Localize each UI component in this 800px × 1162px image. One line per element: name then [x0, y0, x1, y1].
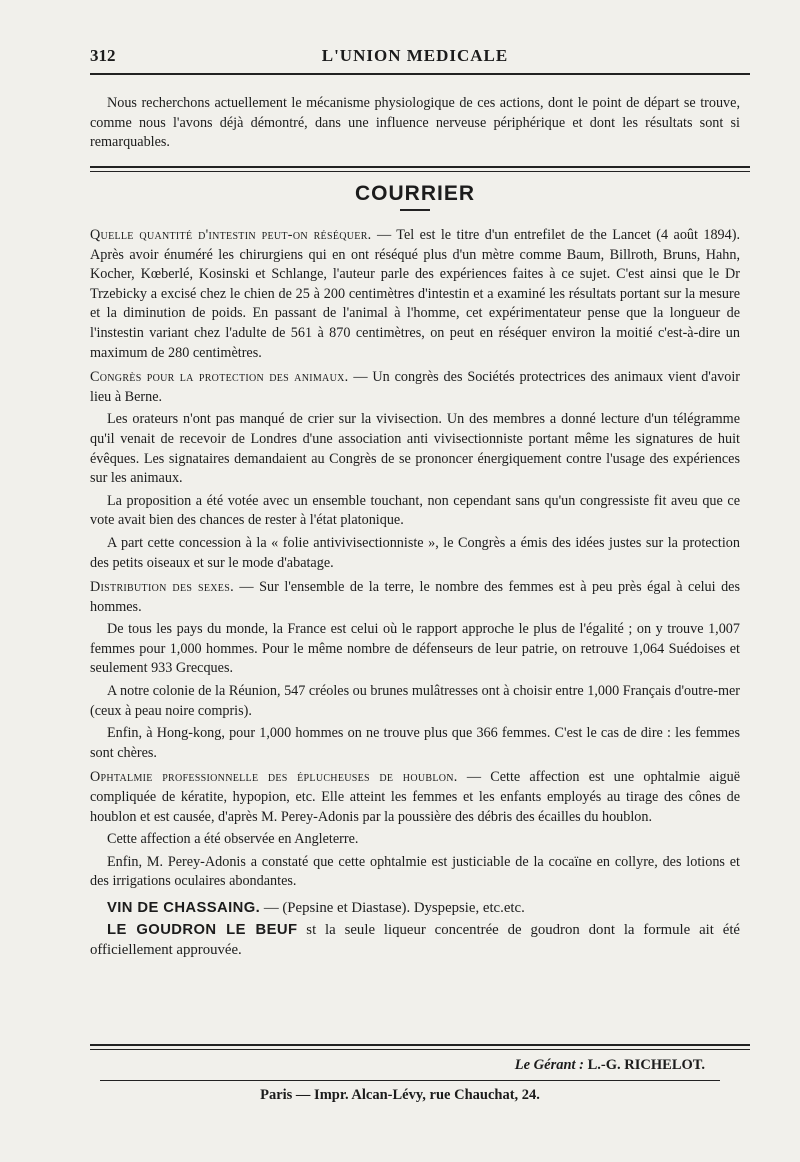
ad-text: — (Pepsine et Diastase). Dyspepsie, etc.etc. [260, 900, 525, 916]
article-heading: Distribution des sexes. [90, 579, 234, 596]
imprint: Paris — Impr. Alcan-Lévy, rue Chauchat, 24. [260, 1087, 540, 1103]
intro-paragraph: Nous recherchons actuellement le mécanisme physiologique de ces actions, dont le point de départ se trouve, comme nous l'avons déjà démontré, dans une influence nerveuse périphérique et dont les résultats sont si remarquables. [90, 95, 740, 151]
article-paragraph: De tous les pays du monde, la France est celui où le rapport approche le plus de l'égalité ; on y trouve 1,007 femmes pour 1,000 hommes. Pour le même nombre de défenseurs de leur patrie, on retrouve 1,064 Suédoises et seulement 933 Grecques. [90, 621, 740, 677]
ad-brand: LE GOUDRON LE BEUF [107, 922, 298, 938]
article-heading: Ophtalmie professionnelle des éplucheuses de houblon. [90, 769, 458, 786]
article-text: — Sur l'ensemble de la terre, le nombre des femmes est à peu près égal à celui des hommes. [90, 579, 741, 615]
header-rule [90, 73, 750, 75]
section-rule-bottom [90, 171, 750, 172]
article-heading: Quelle quantité d'intestin peut-on réséquer. [90, 227, 372, 243]
article-paragraph: A notre colonie de la Réunion, 547 créoles ou brunes mulâtresses ont à choisir entre 1,000 Français d'outre-mer (ceux à peau noire compris). [90, 683, 740, 719]
page-number: 312 [90, 46, 116, 65]
section-header [90, 182, 740, 211]
ad-brand: VIN DE CHASSAING. [107, 900, 261, 916]
section-title: COURRIER [354, 182, 475, 205]
imprint-rule [100, 1080, 720, 1081]
section-rule-top [90, 166, 750, 168]
article-paragraph: Enfin, à Hong-kong, pour 1,000 hommes on ne trouve plus que 366 femmes. C'est le cas de dire : les femmes sont chères. [90, 725, 740, 761]
article-congres [90, 368, 740, 407]
page-header [90, 44, 740, 70]
manager-label: Le Gérant : [514, 1057, 585, 1073]
article-ophtalmie [90, 768, 740, 827]
footer-rule-top [90, 1044, 750, 1046]
manager-name: L.-G. RICHELOT. [584, 1057, 705, 1073]
article-heading: Congrès pour la protection des animaux. [90, 369, 349, 386]
advertisement-goudron [90, 920, 740, 960]
footer-rule-bottom [90, 1049, 750, 1050]
article-text: — Cette affection est une ophtalmie aiguë compliquée de kératite, hypopion, etc. Elle atteint les femmes et les enfants employés au tirage des cônes de houblon et est causée, d'après M. Perey-Adonis par la poussière des débris des écailles du houblon. [90, 769, 741, 825]
article-paragraph: A part cette concession à la « folie antivivisectionniste », le Congrès a émis des idées justes sur la protection des petits oiseaux et sur le mode d'abatage. [90, 534, 740, 571]
article-paragraph: Cette affection a été observée en Angleterre. [107, 831, 359, 848]
article-paragraph: Enfin, M. Perey-Adonis a constaté que cette ophtalmie est justiciable de la cocaïne en collyre, des lotions et des irrigations oculaires abondantes. [90, 853, 740, 890]
article-text: — Un congrès des Sociétés protectrices des animaux vient d'avoir lieu à Berne. [90, 369, 740, 405]
signature [515, 1057, 705, 1074]
ad-text: st la seule liqueur concentrée de goudron dont la formule ait été officiellement approuvée. [90, 922, 740, 958]
title-dash [400, 209, 430, 211]
article-paragraph: La proposition a été votée avec un ensemble touchant, non cependant sans qu'un congressiste fit aveu que ce vote avait bien des chances de rester à l'état platonique. [90, 492, 740, 529]
article-paragraph: Les orateurs n'ont pas manqué de crier sur la vivisection. Un des membres a donné lecture d'un télégramme qu'il venait de recevoir de Londres d'une association anti vivisectionniste portant même les signatures de huit évêques. Les signataires demandaient au Congrès de se prononcer énergiquement contre l'usage des expériences sur les animaux. [90, 411, 740, 487]
article-text: — Tel est le titre d'un entrefilet de the Lancet (4 août 1894). Après avoir énuméré les chirurgiens qui en ont réséqué plus d'un mètre comme Baum, Billroth, Bruns, Hahn, Kocher, Kœberlé, Kosinski et Schlange, l'auteur parle des expériences faites à ce sujet. C'est ainsi que le Dr Trzebicky a excisé chez le chien de 25 à 200 centimètres d'intestin et a examiné les résultats portant sur la mesure et la diminution de poids. En passant de l'animal à l'homme, cet expérimentateur pense que la longueur de l'instestin variant chez l'adulte de 561 à 870 centimètres, on peut en réséquer environ la moitié c'est-à-dire un maximum de 280 centimètres. [90, 227, 741, 361]
running-title: L'UNION MEDICALE [321, 46, 509, 65]
article-intestin [90, 226, 740, 363]
intro-block [90, 94, 740, 153]
articles-column [90, 226, 740, 960]
advertisement-vin [90, 898, 740, 918]
article-sexes [90, 578, 740, 617]
